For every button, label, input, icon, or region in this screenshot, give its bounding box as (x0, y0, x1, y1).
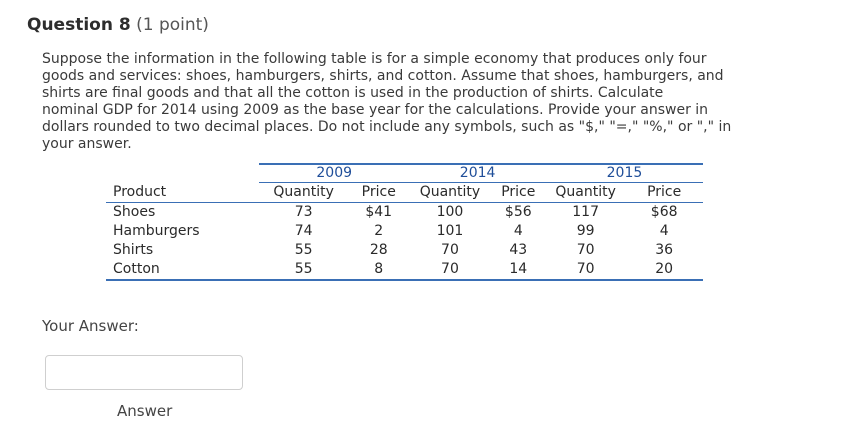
price-cell: 14 (491, 260, 546, 280)
quantity-cell: 100 (436, 204, 464, 220)
product-cell: Cotton (106, 260, 259, 280)
column-header-price: Price (491, 183, 546, 203)
quantity-cell: 117 (572, 204, 599, 220)
price-cell: 36 (655, 242, 674, 258)
column-header-price: Price (625, 183, 703, 203)
year-header-spacer (106, 164, 259, 183)
table-row (106, 203, 703, 223)
column-header-quantity: Quantity (546, 183, 625, 203)
answer-field-label: Answer (117, 402, 173, 420)
column-header-product: Product (106, 183, 259, 203)
column-header-quantity: Quantity (409, 183, 490, 203)
question-header (27, 15, 209, 35)
question-text-line: shirts are final goods and that all the cotton is used in the production of shirts. Calculate (42, 85, 664, 101)
column-header-row (106, 183, 703, 203)
price-cell: $56 (504, 204, 532, 220)
table-row (106, 260, 703, 280)
quantity-cell: 70 (441, 242, 459, 258)
year-header-row (106, 164, 703, 183)
price-cell: 43 (509, 242, 528, 258)
price-cell: 20 (625, 260, 703, 280)
your-answer-label: Your Answer: (42, 317, 139, 335)
quantity-cell: 74 (294, 223, 313, 239)
quantity-cell: 55 (294, 242, 313, 258)
quantity-cell: 70 (576, 242, 595, 258)
price-cell: 4 (513, 223, 523, 239)
price-cell: 2 (374, 223, 384, 239)
year-header-2015: 2015 (546, 164, 703, 183)
product-cell: Shirts (113, 242, 154, 258)
question-text-line: goods and services: shoes, hamburgers, shirts, and cotton. Assume that shoes, hamburgers, and (42, 68, 724, 84)
quantity-cell: 55 (259, 260, 348, 280)
question-text-line: dollars rounded to two decimal places. Do not include any symbols, such as "$," "=," "%," or "," in (42, 119, 732, 135)
product-cell: Hamburgers (113, 223, 200, 239)
question-title: Question 8 (27, 15, 131, 35)
column-header-price: Price (348, 183, 409, 203)
table-row (106, 241, 703, 260)
question-points: (1 point) (136, 15, 209, 35)
quantity-cell: 101 (436, 223, 464, 239)
product-cell: Shoes (113, 204, 156, 220)
quantity-cell: 73 (294, 204, 313, 220)
price-cell: $68 (650, 204, 678, 220)
answer-input[interactable] (45, 355, 243, 390)
column-header-quantity: Quantity (259, 183, 348, 203)
quantity-cell: 70 (409, 260, 490, 280)
price-cell: $41 (365, 204, 393, 220)
quantity-cell: 70 (546, 260, 625, 280)
price-cell: 8 (348, 260, 409, 280)
question-text-line: Suppose the information in the following table is for a simple economy that produces only four (42, 51, 707, 67)
quantity-cell: 99 (576, 223, 595, 239)
data-table (106, 163, 703, 281)
question-text (42, 51, 772, 153)
question-text-line: your answer. (42, 136, 132, 152)
question-text-line: nominal GDP for 2014 using 2009 as the base year for the calculations. Provide your answer in (42, 102, 709, 118)
price-cell: 4 (659, 223, 669, 239)
table-row (106, 222, 703, 241)
year-header-2014: 2014 (409, 164, 546, 183)
year-header-2009: 2009 (259, 164, 409, 183)
price-cell: 28 (369, 242, 388, 258)
